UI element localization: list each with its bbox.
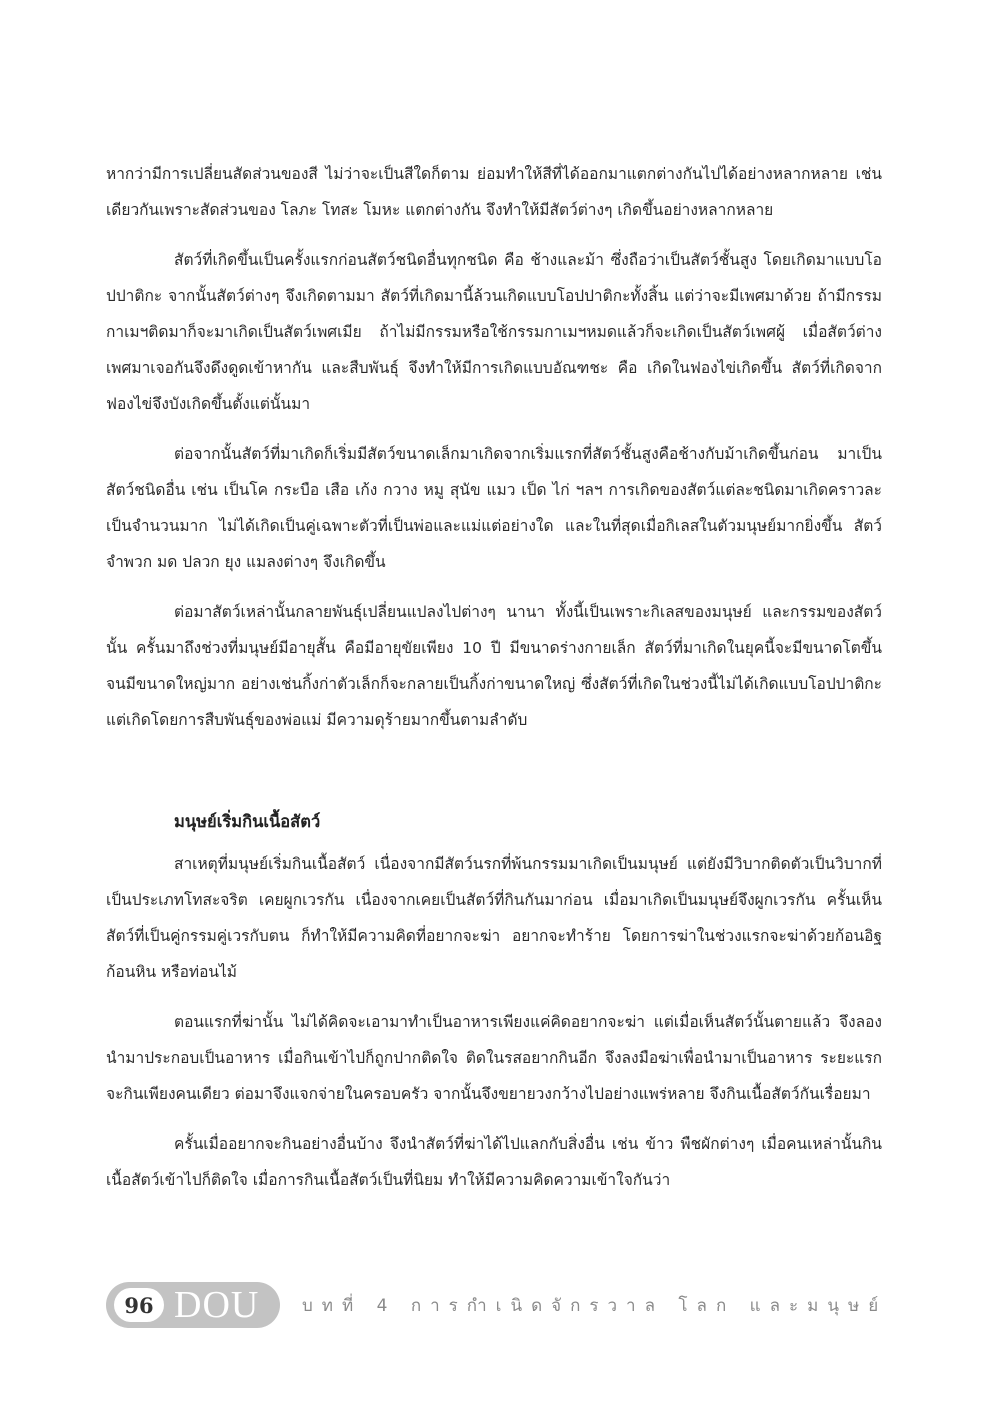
- paragraph: หากว่ามีการเปลี่ยนสัดส่วนของสี ไม่ว่าจะเป็นสีใดก็ตาม ย่อมทำให้สีที่ได้ออกมาแตกต่างกันไปได้อย่างหลากหลาย เช่นเดียวกันเพราะสัดส่วนของ โลภะ โทสะ โมหะ แตกต่างกัน จึงทำให้มีสัตว์ต่างๆ เกิดขึ้นอย่างหลากหลาย: [106, 165, 882, 219]
- paragraph: สัตว์ที่เกิดขึ้นเป็นครั้งแรกก่อนสัตว์ชนิดอื่นทุกชนิด คือ ช้างและม้า ซึ่งถือว่าเป็นสัตว์ชั้นสูง โดยเกิดมาแบบโอปปาติกะ จากนั้นสัตว์ต่างๆ จึงเกิดตามมา สัตว์ที่เกิดมานี้ล้วนเกิดแบบโอปปาติกะทั้งสิ้น แต่ว่าจะมีเพศมาด้วย ถ้ามีกรรมกาเมฯติดมาก็จะมาเกิดเป็นสัตว์เพศเมีย ถ้าไม่มีกรรมหรือใช้กรรมกาเมฯหมดแล้วก็จะเกิดเป็นสัตว์เพศผู้ เมื่อสัตว์ต่างเพศมาเจอกันจึงดึงดูดเข้าหากัน และสืบพันธุ์ จึงทำให้มีการเกิดแบบอัณฑชะ คือ เกิดในฟองไข่เกิดขึ้น สัตว์ที่เกิดจากฟองไข่จึงบังเกิดขึ้นตั้งแต่นั้นมา: [106, 251, 882, 413]
- paragraph: ตอนแรกที่ฆ่านั้น ไม่ได้คิดจะเอามาทำเป็นอาหารเพียงแค่คิดอยากจะฆ่า แต่เมื่อเห็นสัตว์นั้นตายแล้ว จึงลองนำมาประกอบเป็นอาหาร เมื่อกินเข้าไปก็ถูกปากติดใจ ติดในรสอยากกินอีก จึงลงมือฆ่าเพื่อนำมาเป็นอาหาร ระยะแรกจะกินเพียงคนเดียว ต่อมาจึงแจกจ่ายในครอบครัว จากนั้นจึงขยายวงกว้างไปอย่างแพร่หลาย จึงกินเนื้อสัตว์กันเรื่อยมา: [106, 1013, 882, 1103]
- paragraph: ต่อมาสัตว์เหล่านั้นกลายพันธุ์เปลี่ยนแปลงไปต่างๆ นานา ทั้งนี้เป็นเพราะกิเลสของมนุษย์ และกรรมของสัตว์นั้น ครั้นมาถึงช่วงที่มนุษย์มีอายุสั้น คือมีอายุขัยเพียง 10 ปี มีขนาดร่างกายเล็ก สัตว์ที่มาเกิดในยุคนี้จะมีขนาดโตขึ้น จนมีขนาดใหญ่มาก อย่างเช่นกิ้งก่าตัวเล็กก็จะกลายเป็นกิ้งก่าขนาดใหญ่ ซึ่งสัตว์ที่เกิดในช่วงนี้ไม่ได้เกิดแบบโอปปาติกะ แต่เกิดโดยการสืบพันธุ์ของพ่อแม่ มีความดุร้ายมากขึ้นตามลำดับ: [106, 603, 882, 729]
- page-footer: [106, 1282, 887, 1328]
- paragraph: ครั้นเมื่ออยากจะกินอย่างอื่นบ้าง จึงนำสัตว์ที่ฆ่าได้ไปแลกกับสิ่งอื่น เช่น ข้าว พืชผักต่างๆ เมื่อคนเหล่านั้นกินเนื้อสัตว์เข้าไปก็ติดใจ เมื่อการกินเนื้อสัตว์เป็นที่นิยม ทำให้มีความคิดความเข้าใจกันว่า: [106, 1135, 882, 1189]
- section-heading: มนุษย์เริ่มกินเนื้อสัตว์: [174, 812, 321, 831]
- page-content: [106, 156, 882, 1212]
- paragraph: สาเหตุที่มนุษย์เริ่มกินเนื้อสัตว์ เนื่องจากมีสัตว์นรกที่พ้นกรรมมาเกิดเป็นมนุษย์ แต่ยังมีวิบากติดตัวเป็นวิบากที่เป็นประเภทโทสะจริต เคยผูกเวรกัน เนื่องจากเคยเป็นสัตว์ที่กินกันมาก่อน เมื่อมาเกิดเป็นมนุษย์จึงผูกเวรกัน ครั้นเห็นสัตว์ที่เป็นคู่กรรมคู่เวรกับตน ก็ทำให้มีความคิดที่อยากจะฆ่า อยากจะทำร้าย โดยการฆ่าในช่วงแรกจะฆ่าด้วยก้อนอิฐ ก้อนหิน หรือท่อนไม้: [106, 855, 882, 981]
- dou-badge: [106, 1282, 280, 1328]
- dou-logo: DOU: [174, 1284, 260, 1326]
- chapter-title: บทที่ 4 การกำเนิดจักรวาล โลก และมนุษย์: [302, 1295, 888, 1316]
- page-number: 96: [114, 1288, 164, 1322]
- paragraph: ต่อจากนั้นสัตว์ที่มาเกิดก็เริ่มมีสัตว์ขนาดเล็กมาเกิดจากเริ่มแรกที่สัตว์ชั้นสูงคือช้างกับม้าเกิดขึ้นก่อน มาเป็นสัตว์ชนิดอื่น เช่น เป็นโค กระบือ เสือ เก้ง กวาง หมู สุนัข แมว เป็ด ไก่ ฯลฯ การเกิดของสัตว์แต่ละชนิดมาเกิดคราวละเป็นจำนวนมาก ไม่ได้เกิดเป็นคู่เฉพาะตัวที่เป็นพ่อและแม่แต่อย่างใด และในที่สุดเมื่อกิเลสในตัวมนุษย์มากยิ่งขึ้น สัตว์จำพวก มด ปลวก ยุง แมลงต่างๆ จึงเกิดขึ้น: [106, 445, 882, 571]
